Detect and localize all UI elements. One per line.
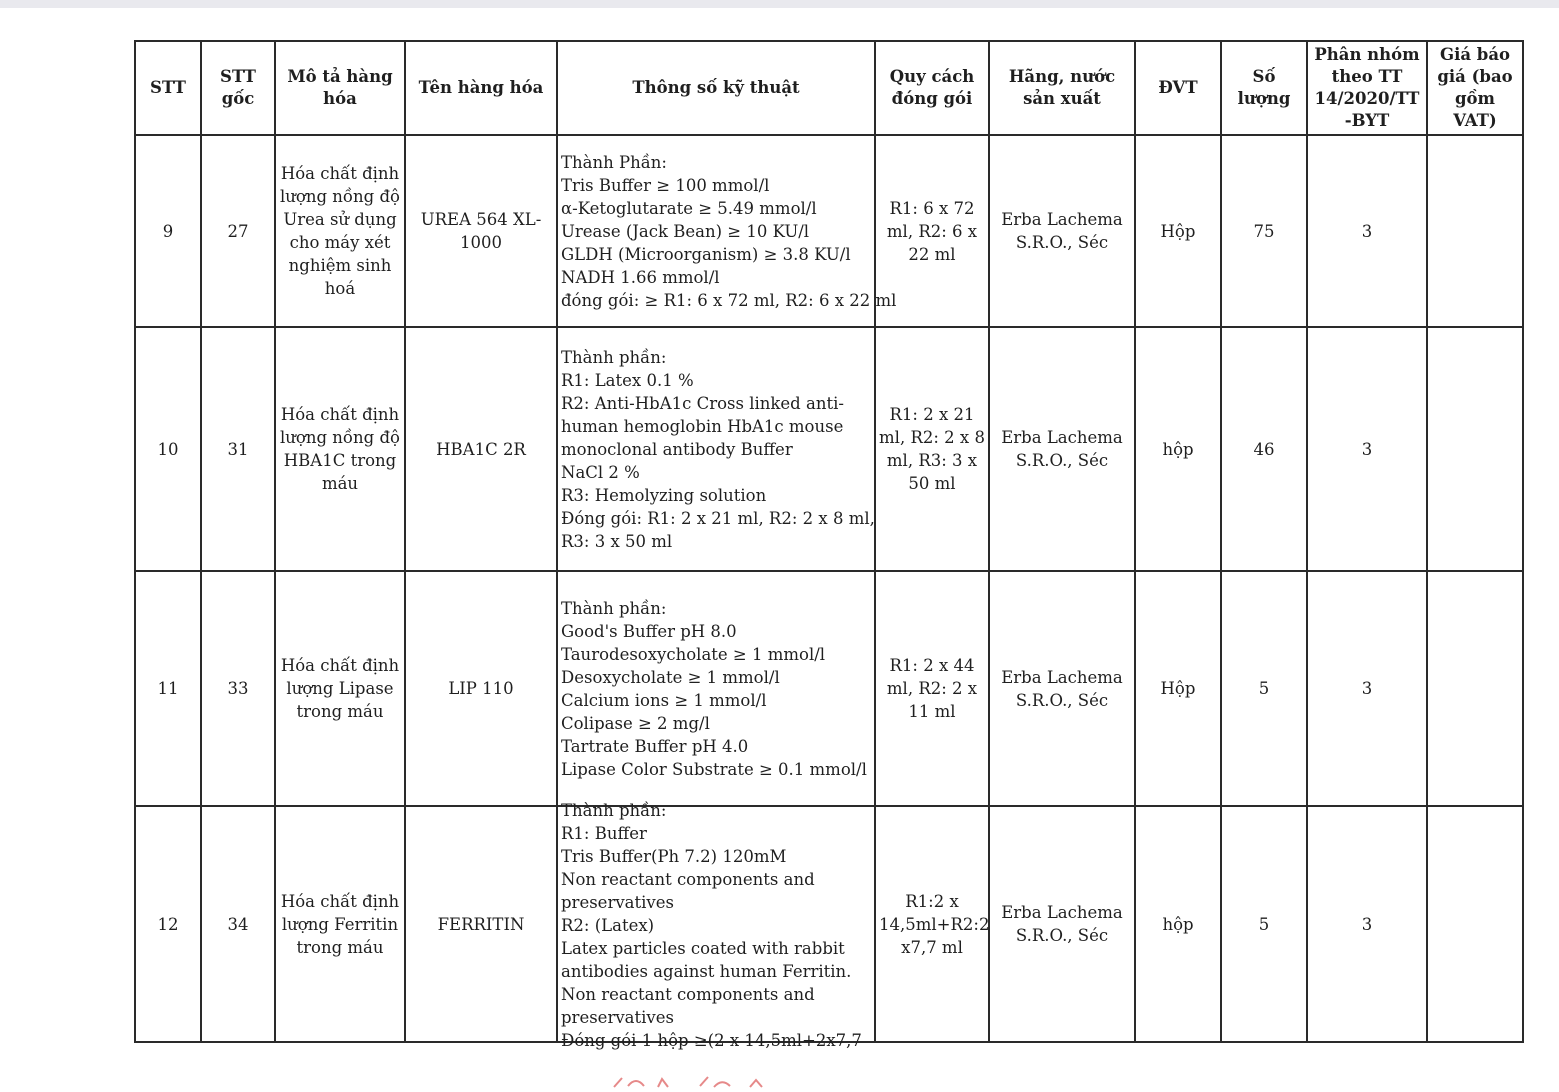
cell-stt-goc: 27 — [201, 135, 275, 327]
table-row — [135, 806, 1523, 1042]
cell-ten-hang: FERRITIN — [405, 806, 557, 1042]
spec-line: monoclonal antibody Buffer — [561, 439, 793, 459]
header-so-luong: Số lượng — [1221, 41, 1307, 135]
spec-line: R2: Anti-HbA1c Cross linked anti- — [561, 393, 844, 413]
spec-line: NaCl 2 % — [561, 462, 640, 482]
spec-line: Calcium ions ≥ 1 mmol/l — [561, 690, 767, 710]
spec-line: R2: (Latex) — [561, 916, 655, 935]
cell-dvt: Hộp — [1135, 571, 1221, 806]
spec-line: Thành phần: — [561, 801, 667, 820]
cell-hang: Erba Lachema S.R.O., Séc — [989, 806, 1135, 1042]
spec-line: Tartrate Buffer pH 4.0 — [561, 736, 749, 756]
header-stt: STT — [135, 41, 201, 135]
table-row — [135, 571, 1523, 806]
header-gia: Giá báo giá (bao gồm VAT) — [1427, 41, 1523, 135]
cell-quy-cach: R1: 2 x 21 ml, R2: 2 x 8 ml, R3: 3 x 50 ml — [875, 327, 989, 571]
spec-line: Lipase Color Substrate ≥ 0.1 mmol/l — [561, 759, 867, 779]
spec-line: Urease (Jack Bean) ≥ 10 KU/l — [561, 221, 810, 241]
cell-stt: 9 — [135, 135, 201, 327]
cell-dvt: hộp — [1135, 806, 1221, 1042]
cell-mo-ta: Hóa chất định lượng nồng độ HBA1C trong máu — [275, 327, 405, 571]
table-row — [135, 327, 1523, 571]
cell-thong-so — [557, 571, 875, 806]
header-mo-ta: Mô tả hàng hóa — [275, 41, 405, 135]
cell-phan-nhom: 3 — [1307, 327, 1427, 571]
spec-line: GLDH (Microorganism) ≥ 3.8 KU/l — [561, 244, 851, 264]
cell-stt-goc: 33 — [201, 571, 275, 806]
cell-hang: Erba Lachema S.R.O., Séc — [989, 327, 1135, 571]
cell-phan-nhom: 3 — [1307, 135, 1427, 327]
spec-line: Thành Phần: — [561, 152, 667, 172]
spec-line: human hemoglobin HbA1c mouse — [561, 416, 844, 436]
spec-content — [561, 799, 872, 1052]
cell-gia — [1427, 806, 1523, 1042]
cell-stt-goc: 34 — [201, 806, 275, 1042]
red-stamp-fragment — [610, 1074, 780, 1088]
cell-mo-ta: Hóa chất định lượng nồng độ Urea sử dụng cho máy xét nghiệm sinh hoá — [275, 135, 405, 327]
spec-line: preservatives — [561, 893, 674, 912]
cell-phan-nhom: 3 — [1307, 571, 1427, 806]
cell-thong-so — [557, 327, 875, 571]
spec-line: Latex particles coated with rabbit — [561, 939, 845, 958]
header-phan-nhom: Phân nhóm theo TT 14/2020/TT -BYT — [1307, 41, 1427, 135]
spec-line: Non reactant components and — [561, 870, 815, 889]
cell-mo-ta: Hóa chất định lượng Ferritin trong máu — [275, 806, 405, 1042]
header-stt-goc: STT gốc — [201, 41, 275, 135]
header-ten-hang: Tên hàng hóa — [405, 41, 557, 135]
cell-quy-cach: R1: 6 x 72 ml, R2: 6 x 22 ml — [875, 135, 989, 327]
header-hang: Hãng, nước sản xuất — [989, 41, 1135, 135]
cell-quy-cach: R1:2 x 14,5ml+R2:2 x7,7 ml — [875, 806, 989, 1042]
cell-ten-hang: HBA1C 2R — [405, 327, 557, 571]
cell-quy-cach: R1: 2 x 44 ml, R2: 2 x 11 ml — [875, 571, 989, 806]
cell-stt: 10 — [135, 327, 201, 571]
spec-line: Tris Buffer(Ph 7.2) 120mM — [561, 847, 787, 866]
spec-line: Tris Buffer ≥ 100 mmol/l — [561, 175, 770, 195]
spec-line: đóng gói: ≥ R1: 6 x 72 ml, R2: 6 x 22 ml — [561, 290, 897, 310]
document-sheet — [134, 40, 1524, 1050]
cell-dvt: Hộp — [1135, 135, 1221, 327]
spec-line: NADH 1.66 mmol/l — [561, 267, 720, 287]
cell-ten-hang: UREA 564 XL-1000 — [405, 135, 557, 327]
cell-mo-ta: Hóa chất định lượng Lipase trong máu — [275, 571, 405, 806]
price-quote-table — [134, 40, 1524, 1050]
cell-phan-nhom: 3 — [1307, 806, 1427, 1042]
spec-line: R3: Hemolyzing solution — [561, 485, 767, 505]
spec-line: R1: Buffer — [561, 824, 647, 843]
cell-gia — [1427, 327, 1523, 571]
cell-gia — [1427, 135, 1523, 327]
spec-line: Thành phần: — [561, 598, 667, 618]
cell-gia — [1427, 571, 1523, 806]
spec-line: R3: 3 x 50 ml — [561, 531, 673, 551]
cell-stt-goc: 31 — [201, 327, 275, 571]
cell-so-luong: 5 — [1221, 806, 1307, 1042]
spec-line: Taurodesoxycholate ≥ 1 mmol/l — [561, 644, 826, 664]
cell-ten-hang: LIP 110 — [405, 571, 557, 806]
spec-line: Desoxycholate ≥ 1 mmol/l — [561, 667, 780, 687]
header-dvt: ĐVT — [1135, 41, 1221, 135]
spec-line: R1: Latex 0.1 % — [561, 370, 694, 390]
spec-line: antibodies against human Ferritin. — [561, 962, 852, 981]
header-row — [135, 41, 1523, 135]
spec-line: Colipase ≥ 2 mg/l — [561, 713, 710, 733]
spec-line: preservatives — [561, 1008, 674, 1027]
spec-clip — [561, 801, 872, 1050]
cell-stt: 11 — [135, 571, 201, 806]
spec-line: α-Ketoglutarate ≥ 5.49 mmol/l — [561, 198, 817, 218]
spec-line: Đóng gói: R1: 2 x 21 ml, R2: 2 x 8 ml, — [561, 508, 875, 528]
cell-hang: Erba Lachema S.R.O., Séc — [989, 571, 1135, 806]
cell-so-luong: 46 — [1221, 327, 1307, 571]
cell-so-luong: 75 — [1221, 135, 1307, 327]
cell-dvt: hộp — [1135, 327, 1221, 571]
header-thong-so: Thông số kỹ thuật — [557, 41, 875, 135]
spec-line: Good's Buffer pH 8.0 — [561, 621, 737, 641]
spec-line: Đóng gói 1 hộp ≥(2 x 14,5ml+2x7,7 — [561, 1031, 862, 1050]
cell-stt: 12 — [135, 806, 201, 1042]
cell-thong-so — [557, 135, 897, 327]
header-quy-cach: Quy cách đóng gói — [875, 41, 989, 135]
cell-thong-so — [557, 801, 875, 1050]
cell-so-luong: 5 — [1221, 571, 1307, 806]
spec-line: Non reactant components and — [561, 985, 815, 1004]
top-bar — [0, 0, 1559, 8]
stamp-mark-icon — [610, 1074, 780, 1088]
table-row — [135, 135, 1523, 327]
spec-line: Thành phần: — [561, 347, 667, 367]
cell-hang: Erba Lachema S.R.O., Séc — [989, 135, 1135, 327]
